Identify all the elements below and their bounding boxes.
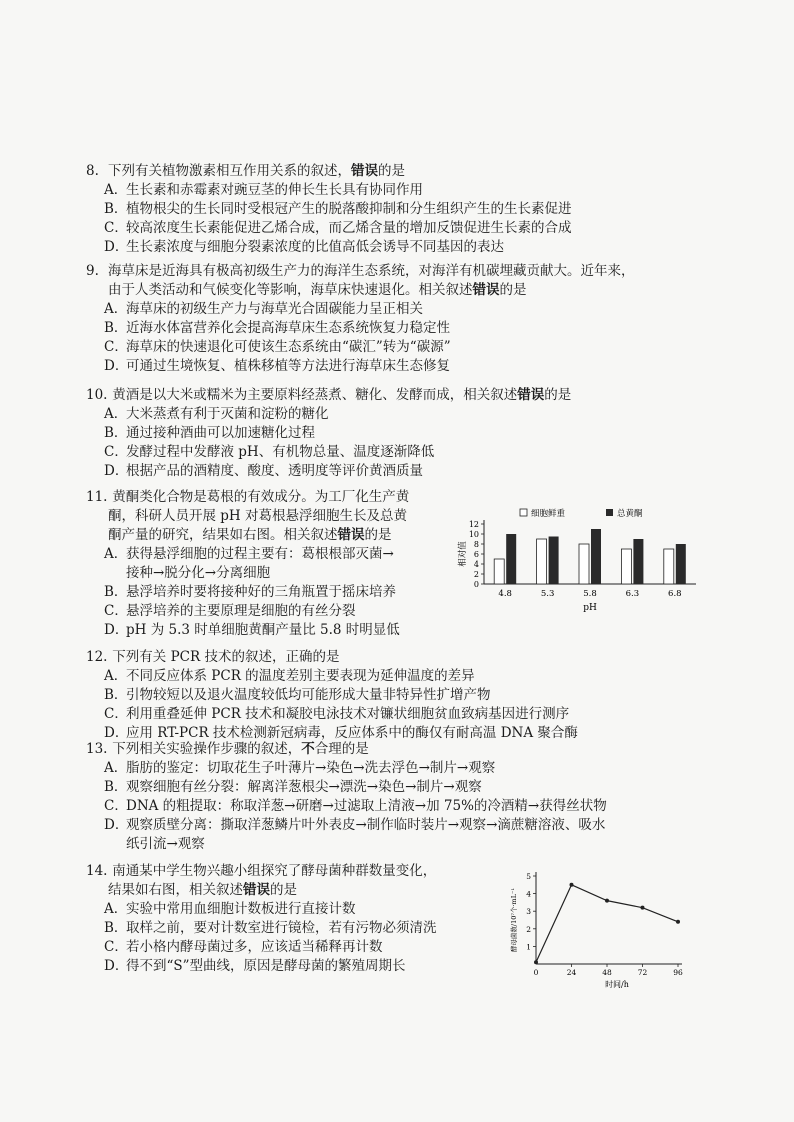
x-tick-label: 0 — [533, 968, 539, 977]
yeast-line-chart — [506, 866, 706, 990]
stem-text: 酮产量的研究，结果如右图。相关叙述 — [108, 527, 338, 543]
option-letter: C． — [104, 706, 128, 722]
option-b — [86, 319, 706, 338]
question-stem — [86, 488, 466, 507]
option-text: 近海水体富营养化会提高海草床生态系统恢复力稳定性 — [126, 320, 450, 336]
y-tick-label: 3 — [526, 907, 531, 917]
y-axis-label: 相对值 — [458, 541, 468, 567]
stem-text: 黄酮类化合物是葛根的有效成分。为工厂化生产黄 — [112, 489, 410, 505]
option-text: pH 为 5.3 时单细胞黄酮产量比 5.8 时明显低 — [126, 622, 400, 638]
option-a — [86, 759, 706, 778]
option-letter: D． — [104, 358, 129, 374]
legend-swatch-flavonoid — [606, 509, 613, 516]
option-d — [86, 621, 466, 640]
question-stem — [86, 386, 706, 405]
option-continuation — [86, 835, 706, 854]
option-a — [86, 545, 466, 564]
stem-text: 下列有关 PCR 技术的叙述，正确的是 — [112, 649, 340, 665]
option-text: 海草床的快速退化可使该生态系统由“碳汇”转为“碳源” — [126, 339, 451, 355]
legend-label: 细胞鲜重 — [531, 509, 566, 519]
stem-text: 海草床是近海具有极高初级生产力的海洋生态系统，对海洋有机碳埋藏贡献大。近年来， — [108, 263, 635, 279]
question-number: 10. — [86, 387, 108, 403]
stem-text: 合理的是 — [314, 741, 369, 757]
option-text: 若小格内酵母菌过多，应该适当稀释再计数 — [126, 939, 383, 955]
option-letter: C． — [104, 939, 128, 955]
option-d — [86, 816, 706, 835]
option-text: 实验中常用血细胞计数板进行直接计数 — [126, 901, 356, 917]
option-a — [86, 900, 506, 919]
option-letter: A． — [104, 760, 128, 776]
stem-text: 的是 — [270, 882, 297, 898]
x-tick-label: 4.8 — [498, 589, 512, 599]
question-stem — [86, 862, 506, 881]
option-letter: B． — [104, 779, 128, 795]
y-tick-label: 0 — [473, 580, 479, 589]
option-a — [86, 181, 706, 200]
question-12 — [86, 648, 706, 743]
x-axis-label: pH — [583, 603, 597, 613]
option-b — [86, 919, 506, 938]
x-tick-label: 5.8 — [583, 589, 597, 599]
option-letter: A． — [104, 406, 128, 422]
option-b — [86, 583, 466, 602]
question-11 — [86, 488, 466, 640]
y-axis-label: 酵母菌数/10⁷个·mL⁻¹ — [510, 887, 518, 953]
option-continuation — [86, 564, 466, 583]
option-letter: D． — [104, 239, 129, 255]
option-text: DNA 的粗提取：称取洋葱→研磨→过滤取上清液→加 75%的冷酒精→获得丝状物 — [126, 798, 607, 814]
stem-text: 的是 — [544, 387, 572, 403]
question-number: 9. — [86, 263, 99, 279]
emphasis-text: 错误 — [351, 163, 378, 179]
bar-flavonoid — [591, 529, 601, 584]
bar-fresh-weight — [494, 559, 504, 584]
bar-flavonoid — [676, 544, 686, 584]
option-letter: C． — [104, 339, 128, 355]
question-stem — [86, 162, 706, 181]
option-c — [86, 797, 706, 816]
option-letter: D． — [104, 817, 129, 833]
option-text: 应用 RT-PCR 技术检测新冠病毒，反应体系中的酶仅有耐高温 DNA 聚合酶 — [126, 725, 578, 741]
option-text: 通过接种酒曲可以加速糖化过程 — [126, 425, 315, 441]
option-letter: B． — [104, 201, 128, 217]
data-point — [641, 906, 645, 910]
option-text: 纸引流→观察 — [126, 836, 205, 852]
option-letter: C． — [104, 798, 128, 814]
option-letter: A． — [104, 182, 128, 198]
option-text: 发酵过程中发酵液 pH、有机物总量、温度逐渐降低 — [126, 444, 435, 460]
option-text: 引物较短以及退火温度较低均可能形成大量非特异性扩增产物 — [126, 687, 491, 703]
stem-text: 结果如右图，相关叙述 — [108, 882, 243, 898]
bar-fresh-weight — [664, 549, 674, 584]
option-letter: A． — [104, 668, 128, 684]
data-point — [605, 899, 609, 903]
bar-fresh-weight — [537, 539, 547, 584]
emphasis-text: 错误 — [243, 882, 270, 898]
option-c — [86, 443, 706, 462]
option-text: 观察质壁分离：撕取洋葱鳞片叶外表皮→制作临时装片→观察→滴蔗糖溶液、吸水 — [126, 817, 606, 833]
option-letter: A． — [104, 301, 128, 317]
ph-bar-chart — [456, 506, 706, 614]
option-letter: C． — [104, 220, 128, 236]
option-text: 较高浓度生长素能促进乙烯合成，而乙烯含量的增加反馈促进生长素的合成 — [126, 220, 572, 236]
option-a — [86, 300, 706, 319]
option-text: 脂肪的鉴定：切取花生子叶薄片→染色→洗去浮色→制片→观察 — [126, 760, 496, 776]
stem-text: 下列相关实验操作步骤的叙述， — [112, 741, 302, 757]
question-stem — [86, 648, 706, 667]
option-a — [86, 667, 706, 686]
option-c — [86, 938, 506, 957]
y-tick-label: 8 — [473, 540, 479, 549]
question-8 — [86, 162, 706, 257]
option-text: 不同反应体系 PCR 的温度差别主要表现为延伸温度的差异 — [126, 668, 475, 684]
bar-flavonoid — [549, 537, 559, 585]
y-tick-label: 10 — [468, 530, 479, 539]
y-tick-label: 4 — [473, 560, 479, 569]
emphasis-text: 不 — [301, 741, 315, 757]
y-tick-label: 6 — [473, 550, 479, 559]
stem-continuation — [86, 526, 466, 545]
option-text: 生长素和赤霉素对豌豆茎的伸长生长具有协同作用 — [126, 182, 423, 198]
option-letter: D． — [104, 958, 129, 974]
option-text: 生长素浓度与细胞分裂素浓度的比值高低会诱导不同基因的表达 — [126, 239, 504, 255]
option-letter: A． — [104, 546, 128, 562]
question-13 — [86, 740, 706, 854]
question-number: 11. — [86, 489, 108, 505]
option-b — [86, 424, 706, 443]
data-point — [534, 960, 538, 964]
option-b — [86, 200, 706, 219]
question-stem — [86, 262, 706, 281]
legend-swatch-fresh-weight — [520, 509, 527, 516]
option-c — [86, 602, 466, 621]
emphasis-text: 错误 — [472, 282, 500, 298]
x-tick-label: 96 — [673, 968, 683, 977]
question-9 — [86, 262, 706, 376]
option-c — [86, 219, 706, 238]
option-letter: D． — [104, 622, 129, 638]
option-d — [86, 238, 706, 257]
question-number: 12. — [86, 649, 108, 665]
stem-text: 南通某中学生物兴趣小组探究了酵母菌种群数量变化， — [112, 863, 437, 879]
option-c — [86, 705, 706, 724]
option-text: 取样之前，要对计数室进行镜检，若有污物必须清洗 — [126, 920, 437, 936]
option-letter: B． — [104, 920, 128, 936]
y-tick-label: 2 — [473, 570, 479, 579]
option-letter: B． — [104, 320, 128, 336]
stem-text: 酮，科研人员开展 pH 对葛根悬浮细胞生长及总黄 — [108, 508, 407, 524]
option-text: 获得悬浮细胞的过程主要有：葛根根部灭菌→ — [126, 546, 394, 562]
option-c — [86, 338, 706, 357]
question-number: 14. — [86, 863, 108, 879]
stem-text: 由于人类活动和气候变化等影响，海草床快速退化。相关叙述 — [108, 282, 473, 298]
legend-label: 总黄酮 — [617, 509, 643, 519]
y-tick-label: 12 — [468, 520, 479, 529]
option-b — [86, 778, 706, 797]
option-letter: B． — [104, 584, 128, 600]
option-text: 接种→脱分化→分离细胞 — [126, 565, 271, 581]
option-text: 悬浮培养的主要原理是细胞的有丝分裂 — [126, 603, 356, 619]
option-d — [86, 357, 706, 376]
emphasis-text: 错误 — [517, 387, 545, 403]
x-axis-label: 时间/h — [605, 980, 629, 989]
option-text: 得不到“S”型曲线，原因是酵母菌的繁殖周期长 — [126, 958, 406, 974]
x-tick-label: 24 — [566, 968, 577, 977]
stem-text: 下列有关植物激素相互作用关系的叙述， — [108, 163, 351, 179]
option-letter: B． — [104, 687, 128, 703]
option-b — [86, 686, 706, 705]
y-tick-label: 5 — [526, 872, 531, 881]
option-letter: A． — [104, 901, 128, 917]
option-letter: C． — [104, 444, 128, 460]
option-letter: B． — [104, 425, 128, 441]
x-tick-label: 5.3 — [540, 589, 555, 599]
data-point — [570, 883, 574, 887]
stem-text: 的是 — [378, 163, 405, 179]
y-tick-label: 4 — [526, 889, 531, 899]
option-letter: D． — [104, 725, 129, 741]
question-number: 13. — [86, 741, 108, 757]
question-stem — [86, 740, 706, 759]
stem-text: 的是 — [499, 282, 527, 298]
option-letter: C． — [104, 603, 128, 619]
question-number: 8. — [86, 163, 99, 179]
bar-flavonoid — [633, 539, 643, 584]
emphasis-text: 错误 — [337, 527, 365, 543]
question-14 — [86, 862, 506, 976]
data-point — [676, 920, 680, 924]
stem-continuation — [86, 507, 466, 526]
x-tick-label: 6.3 — [625, 589, 640, 599]
x-tick-label: 72 — [637, 968, 648, 977]
bar-fresh-weight — [621, 549, 631, 584]
option-letter: D． — [104, 463, 129, 479]
option-text: 悬浮培养时要将接种好的三角瓶置于摇床培养 — [126, 584, 396, 600]
stem-continuation — [86, 281, 706, 300]
stem-text: 的是 — [364, 527, 392, 543]
x-tick-label: 6.8 — [668, 589, 682, 599]
option-text: 海草床的初级生产力与海草光合固碳能力呈正相关 — [126, 301, 423, 317]
series-line — [536, 885, 678, 962]
option-d — [86, 462, 706, 481]
option-text: 大米蒸煮有利于灭菌和淀粉的糖化 — [126, 406, 329, 422]
option-d — [86, 957, 506, 976]
option-a — [86, 405, 706, 424]
option-text: 利用重叠延伸 PCR 技术和凝胶电泳技术对镰状细胞贫血致病基因进行测序 — [126, 706, 570, 722]
bar-flavonoid — [506, 534, 516, 584]
question-10 — [86, 386, 706, 481]
bar-fresh-weight — [579, 544, 589, 584]
y-tick-label: 1 — [526, 942, 531, 952]
y-tick-label: 2 — [526, 924, 531, 934]
option-text: 植物根尖的生长同时受根冠产生的脱落酸抑制和分生组织产生的生长素促进 — [126, 201, 572, 217]
option-text: 根据产品的酒精度、酸度、透明度等评价黄酒质量 — [126, 463, 423, 479]
option-text: 可通过生境恢复、植株移植等方法进行海草床生态修复 — [126, 358, 450, 374]
option-text: 观察细胞有丝分裂：解离洋葱根尖→漂洗→染色→制片→观察 — [126, 779, 482, 795]
stem-continuation — [86, 881, 506, 900]
stem-text: 黄酒是以大米或糯米为主要原料经蒸煮、糖化、发酵而成，相关叙述 — [112, 387, 518, 403]
x-tick-label: 48 — [602, 968, 612, 977]
